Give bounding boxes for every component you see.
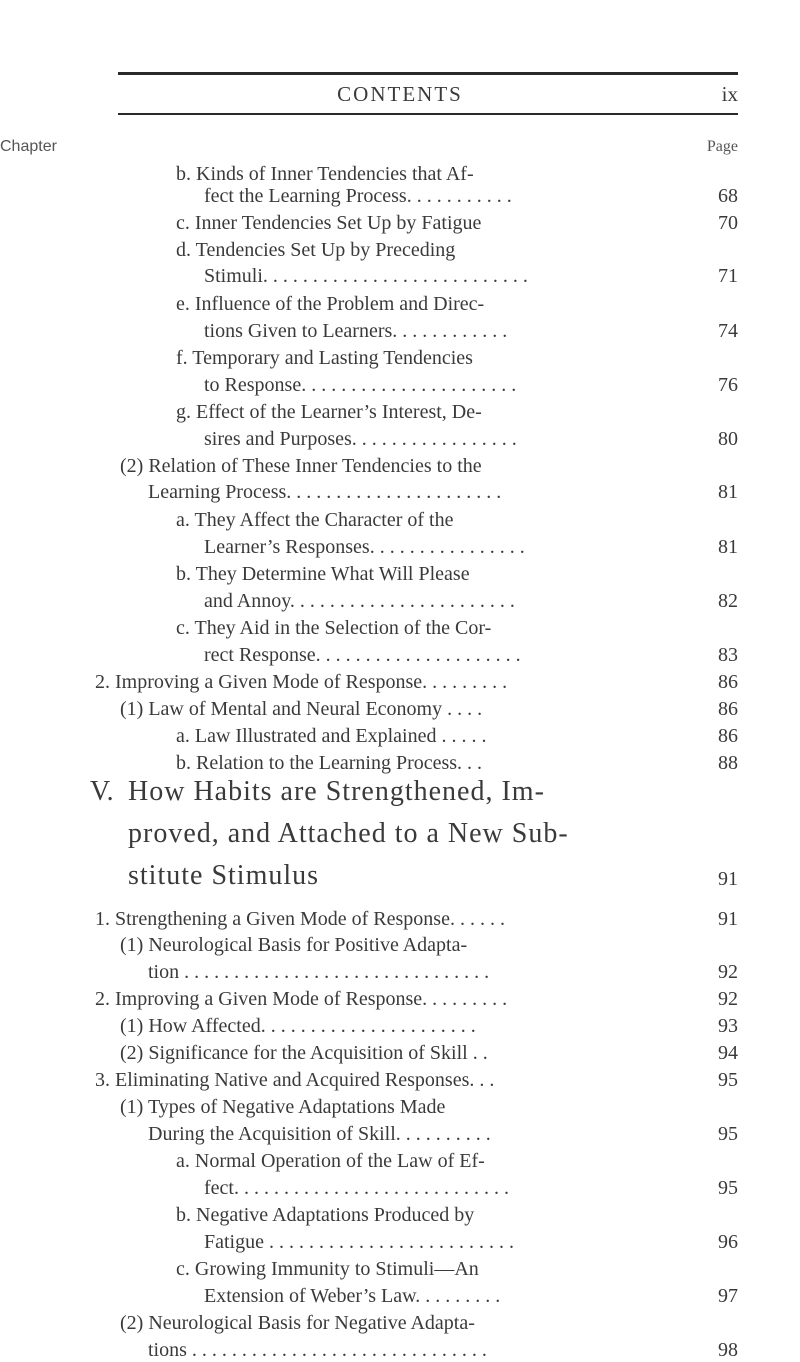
toc-entry-text: (2) Significance for the Acquisition of Skill . . (120, 1042, 488, 1064)
toc-entry-text: d. Tendencies Set Up by Preceding (176, 239, 456, 261)
toc-entry-page: 86 (718, 725, 738, 747)
toc-entry-page: 92 (718, 988, 738, 1010)
running-page-number: ix (721, 82, 738, 106)
toc-entry-text: Learning Process. . . . . . . . . . . . . . . . . . . . . . (148, 481, 502, 503)
bottom-rule (118, 113, 738, 115)
toc-entry-page: 83 (718, 644, 738, 666)
toc-entry-page: 94 (718, 1042, 738, 1064)
toc-entry-text: c. Inner Tendencies Set Up by Fatigue (176, 212, 482, 234)
toc-entry-text: rect Response. . . . . . . . . . . . . . . . . . . . . (204, 644, 521, 666)
toc-entry-text: c. Growing Immunity to Stimuli—An (176, 1258, 479, 1280)
toc-entry-text: sires and Purposes. . . . . . . . . . . . . . . . . (204, 428, 517, 450)
toc-entry-text: a. Law Illustrated and Explained . . . . . (176, 725, 487, 747)
toc-entry-text: a. Normal Operation of the Law of Ef- (176, 1150, 485, 1172)
toc-entry-text: b. Kinds of Inner Tendencies that Af- (176, 163, 474, 185)
toc-entry-page: 96 (718, 1231, 738, 1253)
toc-entry-text: tions . . . . . . . . . . . . . . . . . . . . . . . . . . . . . . (148, 1339, 487, 1361)
toc-entry-page: 88 (718, 752, 738, 774)
toc-entry-text: f. Temporary and Lasting Tendencies (176, 347, 473, 369)
toc-entry-text: (1) How Affected. . . . . . . . . . . . . . . . . . . . . . (120, 1015, 476, 1037)
toc-entry-text: fect the Learning Process. . . . . . . . . . . (204, 185, 512, 207)
toc-entry-text: (1) Neurological Basis for Positive Adapta- (120, 934, 468, 956)
toc-entry-text: Learner’s Responses. . . . . . . . . . . . . . . . (204, 536, 525, 558)
toc-entry-text: c. They Aid in the Selection of the Cor- (176, 617, 492, 639)
toc-entry-text: tions Given to Learners. . . . . . . . . . . . (204, 320, 508, 342)
toc-entry-text: b. They Determine What Will Please (176, 563, 470, 585)
toc-entry-page: 97 (718, 1285, 738, 1307)
page-column-label: Page (706, 138, 738, 155)
toc-entry-page: 70 (718, 212, 738, 234)
toc-entry-page: 95 (718, 1123, 738, 1145)
running-title: CONTENTS (337, 82, 463, 106)
toc-entry-page: 74 (718, 320, 738, 342)
top-rule (118, 72, 738, 75)
toc-entry-page: 91 (718, 908, 738, 930)
toc-entry-text: During the Acquisition of Skill. . . . . . . . . . (148, 1123, 491, 1145)
toc-entry-page: 86 (718, 671, 738, 693)
toc-entry-text: (2) Relation of These Inner Tendencies to the (120, 455, 482, 477)
toc-entry-text: 2. Improving a Given Mode of Response. . . . . . . . . (95, 671, 508, 693)
chapter-column-label: Chapter (0, 138, 57, 155)
toc-entry-page: 76 (718, 374, 738, 396)
toc-entry-page: 68 (718, 185, 738, 207)
toc-entry-text: (2) Neurological Basis for Negative Adapta- (120, 1312, 475, 1334)
toc-entry-text: g. Effect of the Learner’s Interest, De- (176, 401, 482, 423)
toc-entry-page: 95 (718, 1069, 738, 1091)
toc-entry-page: 71 (718, 265, 738, 287)
toc-entry-page: 95 (718, 1177, 738, 1199)
toc-entry-text: e. Influence of the Problem and Direc- (176, 293, 485, 315)
toc-entry-text: Stimuli. . . . . . . . . . . . . . . . . . . . . . . . . . . (204, 265, 528, 287)
toc-entry-text: fect. . . . . . . . . . . . . . . . . . . . . . . . . . . . (204, 1177, 509, 1199)
chapter-title-line-1: How Habits are Strengthened, Im- (128, 776, 545, 807)
toc-entry-text: Fatigue . . . . . . . . . . . . . . . . . . . . . . . . . (204, 1231, 514, 1253)
toc-entry-text: 2. Improving a Given Mode of Response. . . . . . . . . (95, 988, 508, 1010)
toc-entry-page: 82 (718, 590, 738, 612)
chapter-title-line-3: stitute Stimulus (128, 860, 320, 891)
toc-entry-page: 92 (718, 961, 738, 983)
toc-entry-page: 81 (718, 536, 738, 558)
toc-entry-text: tion . . . . . . . . . . . . . . . . . . . . . . . . . . . . . . . (148, 961, 490, 983)
toc-entry-text: to Response. . . . . . . . . . . . . . . . . . . . . . (204, 374, 517, 396)
toc-entry-page: 81 (718, 481, 738, 503)
chapter-title-line-2: proved, and Attached to a New Sub- (128, 818, 569, 849)
toc-entry-page: 93 (718, 1015, 738, 1037)
toc-entry-page: 86 (718, 698, 738, 720)
toc-entry-text: Extension of Weber’s Law. . . . . . . . . (204, 1285, 501, 1307)
toc-entry-text: b. Relation to the Learning Process. . . (176, 752, 483, 774)
toc-entry-text: 3. Eliminating Native and Acquired Responses. . . (95, 1069, 495, 1091)
toc-entry-text: and Annoy. . . . . . . . . . . . . . . . . . . . . . . (204, 590, 515, 612)
chapter-page: 91 (718, 868, 738, 890)
toc-entry-page: 98 (718, 1339, 738, 1361)
toc-entry-text: b. Negative Adaptations Produced by (176, 1204, 475, 1226)
toc-entry-text: (1) Law of Mental and Neural Economy . . . . (120, 698, 483, 720)
chapter-number: V. (90, 776, 114, 807)
toc-entry-text: (1) Types of Negative Adaptations Made (120, 1096, 446, 1118)
toc-entry-text: 1. Strengthening a Given Mode of Response. . . . . . (95, 908, 505, 930)
toc-entry-page: 80 (718, 428, 738, 450)
toc-entry-text: a. They Affect the Character of the (176, 509, 454, 531)
